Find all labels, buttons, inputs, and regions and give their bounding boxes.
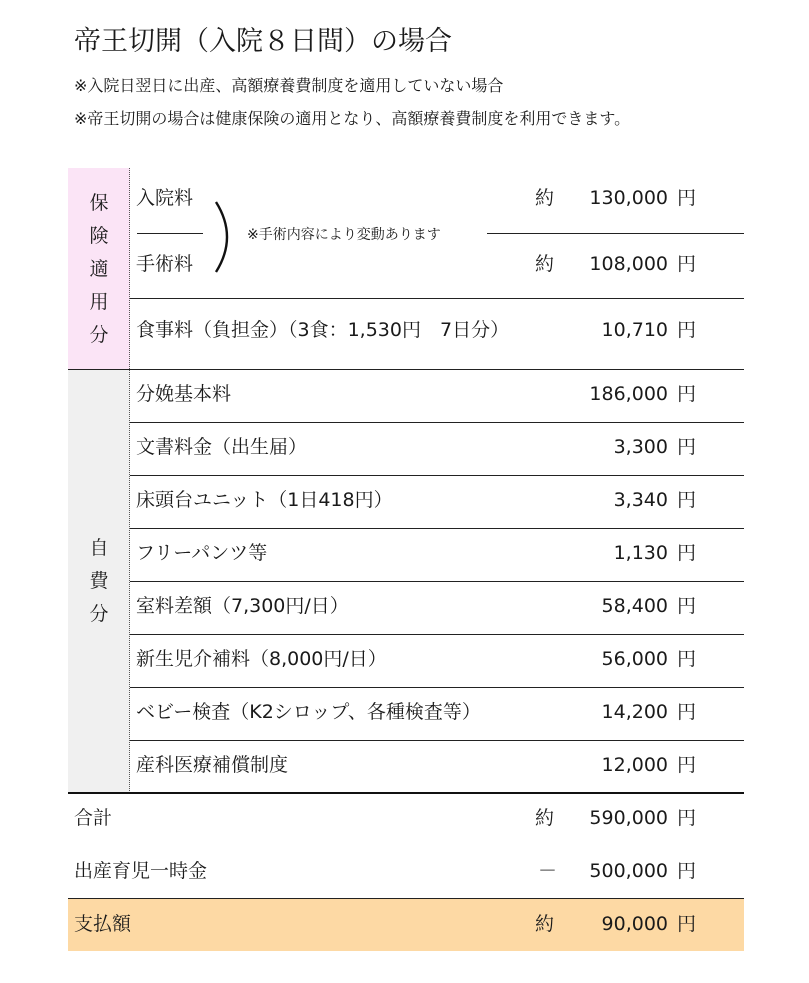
insured-label-char: 険	[89, 224, 109, 247]
insured-label-char: 保	[89, 191, 109, 214]
insured-label-char: 用	[89, 290, 109, 313]
row-label: 手術料	[136, 253, 194, 275]
row-label: 床頭台ユニット（1日418円）	[136, 489, 393, 511]
payment-amount: 90,000	[601, 913, 668, 935]
row-amount: 10,710	[601, 319, 668, 341]
note-line-1: ※入院日翌日に出産、高額療養費制度を適用していない場合	[74, 76, 504, 95]
row-amount: 130,000	[589, 187, 668, 209]
row-divider	[130, 475, 744, 476]
yen-unit: 円	[677, 253, 697, 275]
yen-unit: 円	[677, 187, 697, 209]
row-label: 新生児介補料（8,000円/日）	[136, 648, 387, 670]
yen-unit: 円	[677, 542, 697, 564]
self-pay-label-char: 自	[89, 537, 109, 559]
row-divider	[130, 740, 744, 741]
row-label: 文書料金（出生届）	[136, 436, 308, 458]
row-divider	[68, 898, 744, 899]
yen-unit: 円	[677, 754, 697, 776]
column-divider	[129, 168, 130, 793]
section-divider	[68, 369, 744, 370]
row-divider	[487, 233, 744, 234]
total-amount: 590,000	[589, 807, 668, 829]
row-divider	[130, 528, 744, 529]
insured-label-char: 適	[89, 257, 109, 280]
row-divider	[130, 634, 744, 635]
row-label: 分娩基本料	[136, 383, 232, 405]
bracket-note: ※手術内容により変動あります	[247, 227, 441, 243]
approx-mark: 約	[535, 807, 555, 829]
minus-mark: －	[538, 860, 558, 882]
row-amount: 3,340	[613, 489, 668, 511]
lump-sum-amount: 500,000	[589, 860, 668, 882]
row-amount: 108,000	[589, 253, 668, 275]
row-label: 入院料	[136, 187, 194, 209]
row-label: 産科医療補償制度	[136, 754, 289, 776]
insured-section-label	[68, 168, 130, 370]
row-label: 食事料（負担金）（3食：1,530円 7日分）	[136, 319, 510, 341]
yen-unit: 円	[677, 319, 697, 341]
yen-unit: 円	[677, 489, 697, 511]
yen-unit: 円	[677, 913, 697, 935]
row-divider	[130, 298, 744, 299]
row-amount: 3,300	[613, 436, 668, 458]
lump-sum-label: 出産育児一時金	[74, 860, 208, 882]
row-divider	[130, 687, 744, 688]
page-title: 帝王切開（入院８日間）の場合	[74, 26, 452, 57]
row-label: フリーパンツ等	[136, 542, 268, 564]
row-amount: 58,400	[601, 595, 668, 617]
approx-mark: 約	[535, 913, 555, 935]
self-pay-section-label	[68, 370, 130, 793]
self-pay-label-char: 費	[89, 570, 109, 592]
right-bracket-icon	[212, 200, 242, 274]
row-amount: 186,000	[589, 383, 668, 405]
yen-unit: 円	[677, 436, 697, 458]
note-line-2: ※帝王切開の場合は健康保険の適用となり、高額療養費制度を利用できます。	[74, 109, 631, 128]
row-amount: 1,130	[613, 542, 668, 564]
row-divider	[130, 581, 744, 582]
yen-unit: 円	[677, 595, 697, 617]
total-divider	[68, 792, 744, 794]
row-divider	[137, 233, 203, 234]
yen-unit: 円	[677, 648, 697, 670]
approx-mark: 約	[535, 253, 555, 275]
yen-unit: 円	[677, 807, 697, 829]
yen-unit: 円	[677, 701, 697, 723]
self-pay-label-char: 分	[89, 603, 109, 625]
row-amount: 12,000	[601, 754, 668, 776]
approx-mark: 約	[535, 187, 555, 209]
row-amount: 14,200	[601, 701, 668, 723]
total-label: 合計	[74, 807, 113, 829]
row-label: 室料差額（7,300円/日）	[136, 595, 349, 617]
insured-label-char: 分	[89, 323, 109, 346]
payment-label: 支払額	[74, 913, 132, 935]
row-label: ベビー検査（K2シロップ、各種検査等）	[136, 701, 481, 723]
row-amount: 56,000	[601, 648, 668, 670]
yen-unit: 円	[677, 383, 697, 405]
row-divider	[130, 422, 744, 423]
yen-unit: 円	[677, 860, 697, 882]
